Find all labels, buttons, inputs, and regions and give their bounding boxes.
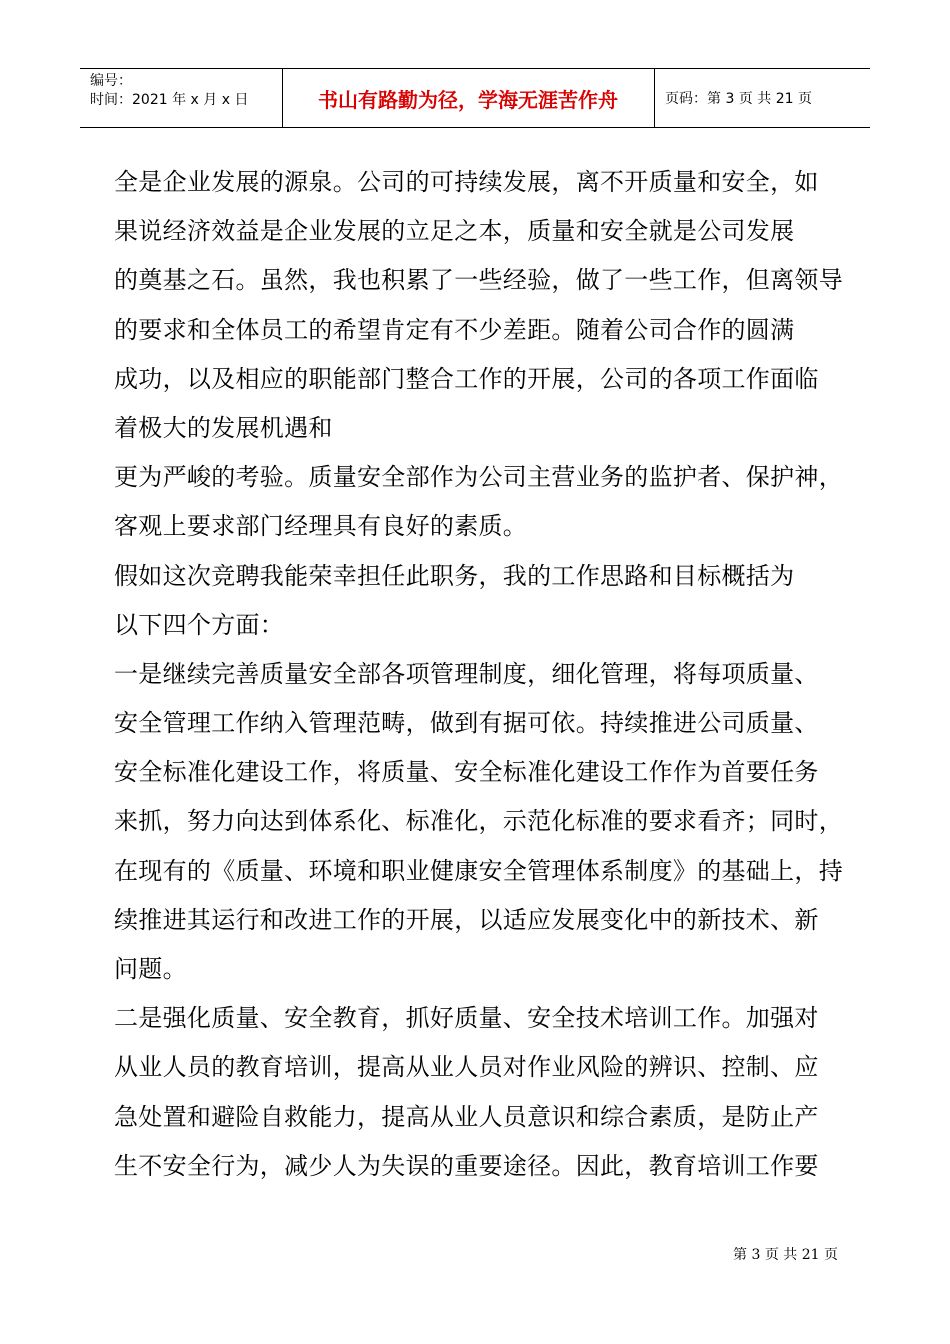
body-line: 全是企业发展的源泉。公司的可持续发展，离不开质量和安全，如 bbox=[114, 168, 819, 196]
body-line: 着极大的发展机遇和 bbox=[114, 413, 333, 442]
page-header bbox=[80, 68, 870, 128]
body-line: 以下四个方面： bbox=[114, 610, 285, 639]
body-line: 续推进其运行和改进工作的开展，以适应发展变化中的新技术、新 bbox=[114, 905, 819, 934]
body-line: 一是继续完善质量安全部各项管理制度，细化管理，将每项质量、 bbox=[114, 659, 819, 688]
body-line: 果说经济效益是企业发展的立足之本，质量和安全就是公司发展 bbox=[114, 217, 795, 246]
date-label: 时间：2021 年 x 月 x 日 bbox=[90, 92, 249, 108]
document-body bbox=[114, 158, 844, 1191]
body-line: 的要求和全体员工的希望肯定有不少差距。随着公司合作的圆满 bbox=[114, 315, 795, 344]
body-line: 来抓，努力向达到体系化、标准化，示范化标准的要求看齐；同时， bbox=[114, 807, 843, 836]
serial-label: 编号： bbox=[90, 73, 132, 89]
body-line: 安全标准化建设工作，将质量、安全标准化建设工作作为首要任务 bbox=[114, 758, 819, 787]
body-line: 安全管理工作纳入管理范畴，做到有据可依。持续推进公司质量、 bbox=[114, 709, 819, 738]
header-meta bbox=[90, 72, 248, 110]
page-footer: 第 3 页 共 21 页 bbox=[733, 1247, 838, 1263]
body-line: 从业人员的教育培训，提高从业人员对作业风险的辨识、控制、应 bbox=[114, 1053, 819, 1082]
header-page-info: 页码：第 3 页 共 21 页 bbox=[665, 91, 812, 107]
body-line: 更为严峻的考验。质量安全部作为公司主营业务的监护者、保护神， bbox=[114, 463, 843, 492]
body-line: 在现有的《质量、环境和职业健康安全管理体系制度》的基础上，持 bbox=[114, 856, 843, 885]
body-line: 假如这次竞聘我能荣幸担任此职务，我的工作思路和目标概括为 bbox=[114, 561, 795, 590]
body-line: 成功，以及相应的职能部门整合工作的开展，公司的各项工作面临 bbox=[114, 364, 819, 393]
header-motto: 书山有路勤为径，学海无涯苦作舟 bbox=[318, 87, 618, 112]
body-line: 客观上要求部门经理具有良好的素质。 bbox=[114, 512, 528, 541]
header-divider-right bbox=[654, 69, 655, 127]
body-line: 生不安全行为，减少人为失误的重要途径。因此，教育培训工作要 bbox=[114, 1151, 819, 1180]
body-line: 急处置和避险自救能力，提高从业人员意识和综合素质，是防止产 bbox=[114, 1102, 819, 1131]
body-line: 问题。 bbox=[114, 955, 187, 983]
body-line: 的奠基之石。虽然，我也积累了一些经验，做了一些工作，但离领导 bbox=[114, 266, 843, 295]
body-line: 二是强化质量、安全教育，抓好质量、安全技术培训工作。加强对 bbox=[114, 1004, 819, 1033]
